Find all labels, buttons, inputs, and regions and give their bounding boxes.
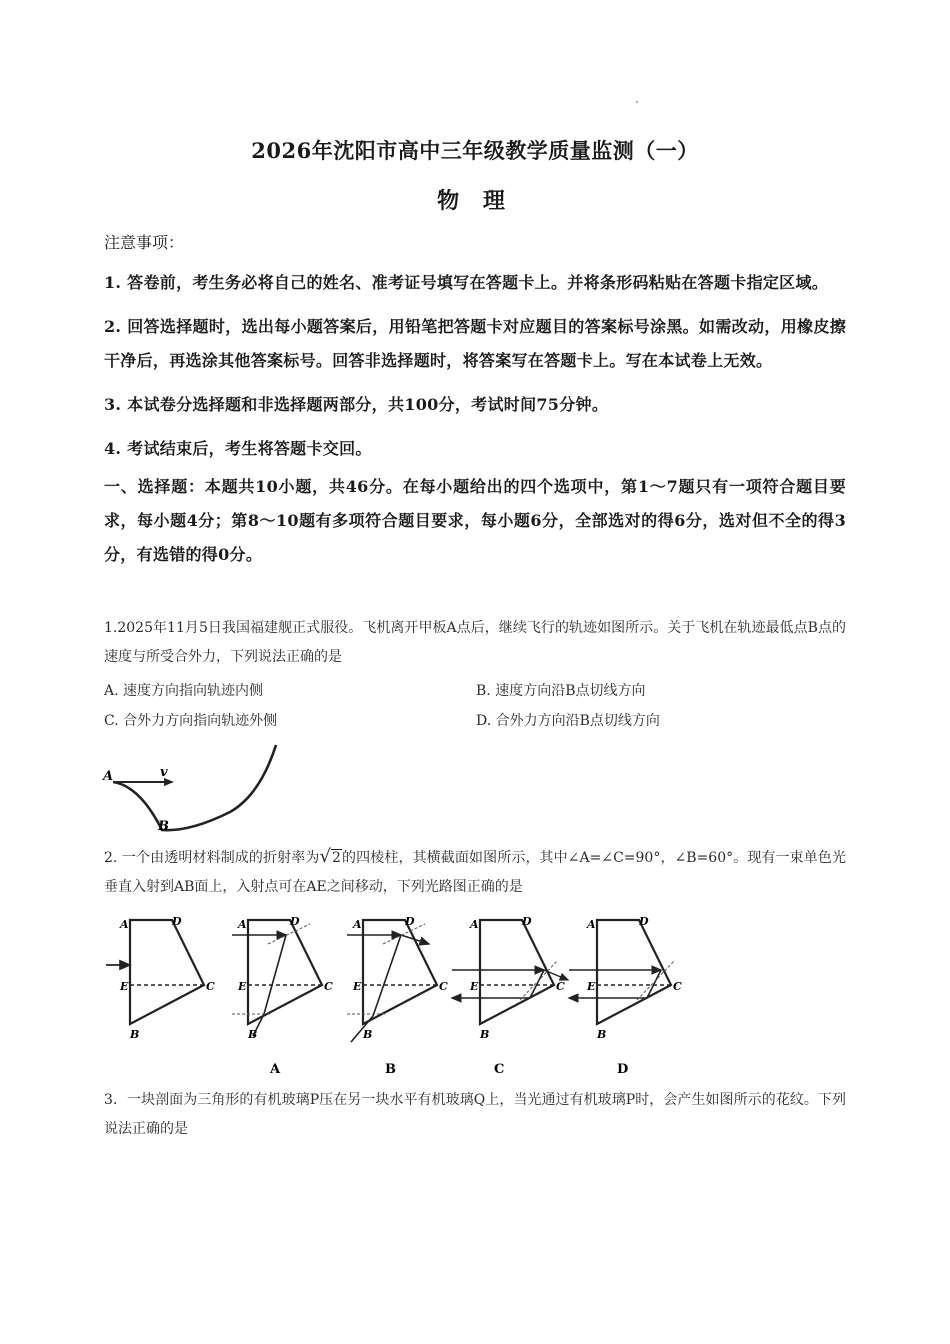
instruction-1: 1. 答卷前，考生务必将自己的姓名、准考证号填写在答题卡上。并将条形码粘贴在答题卡指定区域。 [104, 273, 829, 292]
instructions-heading: 注意事项： [104, 233, 185, 252]
ray-segment [264, 935, 286, 1014]
vertex-e-label: E [120, 980, 129, 993]
question-2-stem [104, 842, 846, 902]
point-b-label: B [158, 819, 169, 834]
sqrt-expression: √2 [319, 846, 341, 867]
vertex-a-label: A [238, 918, 247, 931]
vertex-a-label: A [587, 918, 596, 931]
instruction-3: 3. 本试卷分选择题和非选择题两部分，共100分，考试时间75分钟。 [104, 395, 609, 414]
vertex-b-label: B [130, 1028, 140, 1041]
vertex-d-label: D [172, 915, 182, 928]
instruction-4: 4. 考试结束后，考生将答题卡交回。 [104, 439, 372, 458]
question-1-option-c[interactable]: C. 合外力方向指向轨迹外侧 [104, 713, 278, 729]
diagram-caption-c: C [494, 1062, 505, 1077]
vertex-c-label: C [324, 980, 333, 993]
question-3-stem: 3．一块剖面为三角形的有机玻璃P压在另一块水平有机玻璃Q上，当光通过有机玻璃P时，会产生如图所示的花纹。下列说法正确的是 [104, 1092, 846, 1137]
exam-title: 2026年沈阳市高中三年级教学质量监测（一） [251, 138, 699, 163]
vertex-b-label: B [597, 1028, 607, 1041]
velocity-label: v [160, 765, 168, 780]
question-1-option-b[interactable]: B. 速度方向沿B点切线方向 [476, 683, 646, 699]
point-a-label: A [103, 769, 114, 784]
vertex-b-label: B [480, 1028, 490, 1041]
ray-segment [373, 935, 401, 1016]
trajectory-curve [113, 745, 276, 830]
vertex-d-label: D [405, 915, 415, 928]
vertex-a-label: A [353, 918, 362, 931]
prism-outline [130, 920, 204, 1024]
ray-segment [544, 970, 568, 980]
question-1-option-d[interactable]: D. 合外力方向沿B点切线方向 [476, 713, 660, 729]
question-2-prism-diagrams [100, 908, 700, 1088]
question-1-trajectory-figure [100, 740, 290, 840]
vertex-d-label: D [522, 915, 532, 928]
prism-figure-option-a [232, 915, 333, 1077]
diagram-caption-d: D [617, 1062, 629, 1077]
normal-line [268, 924, 310, 944]
scan-speck [636, 101, 638, 103]
vertex-c-label: C [673, 980, 682, 993]
instructions [104, 230, 846, 582]
vertex-b-label: B [248, 1028, 258, 1041]
vertex-d-label: D [639, 915, 649, 928]
question-2-stem-part1: 2. 一个由透明材料制成的折射率为 [104, 850, 320, 866]
vertex-e-label: E [470, 980, 479, 993]
vertex-b-label: B [363, 1028, 373, 1041]
instruction-2: 2. 回答选择题时，选出每小题答案后，用铅笔把答题卡对应题目的答案标号涂黑。如需改动，用橡皮擦干净后，再选涂其他答案标号。回答非选择题时，将答案写在答题卡上。写在本试卷上无效。 [104, 317, 846, 370]
question-2-stem-part2: 的四棱柱，其横截面如图所示，其中∠A=∠C=90°，∠B=60°。现有一束单色光垂直入射到AB面上，入射点可在AE之间移动，下列光路图正确的是 [104, 850, 847, 895]
exam-subject: 物 理 [437, 188, 513, 214]
diagram-caption-b: B [385, 1062, 396, 1077]
question-1-option-a[interactable]: A. 速度方向指向轨迹内侧 [104, 683, 264, 699]
vertex-a-label: A [120, 918, 129, 931]
prism-figure-option-c [452, 915, 568, 1077]
vertex-e-label: E [353, 980, 362, 993]
vertex-e-label: E [587, 980, 596, 993]
prism-figure-option-b [347, 915, 448, 1077]
question-1-stem: 1.2025年11月5日我国福建舰正式服役。飞机离开甲板A点后，继续飞行的轨迹如图所示。关于飞机在轨迹最低点B点的速度与所受合外力，下列说法正确的是 [104, 620, 846, 665]
prism-figure-plain [106, 915, 215, 1041]
section-one-header: 一、选择题：本题共10小题，共46分。在每小题给出的四个选项中，第1～7题只有一项符合题目要求，每小题4分；第8～10题有多项符合题目要求，每小题6分，全部选对的得6分，选对但不全的得3分，有选错的得0分。 [104, 477, 846, 564]
vertex-d-label: D [290, 915, 300, 928]
prism-figure-option-d [569, 915, 682, 1077]
vertex-c-label: C [439, 980, 448, 993]
sqrt-value: 2 [331, 850, 341, 866]
vertex-c-label: C [556, 980, 565, 993]
vertex-e-label: E [238, 980, 247, 993]
diagram-caption-a: A [270, 1062, 281, 1077]
vertex-a-label: A [470, 918, 479, 931]
vertex-c-label: C [206, 980, 215, 993]
